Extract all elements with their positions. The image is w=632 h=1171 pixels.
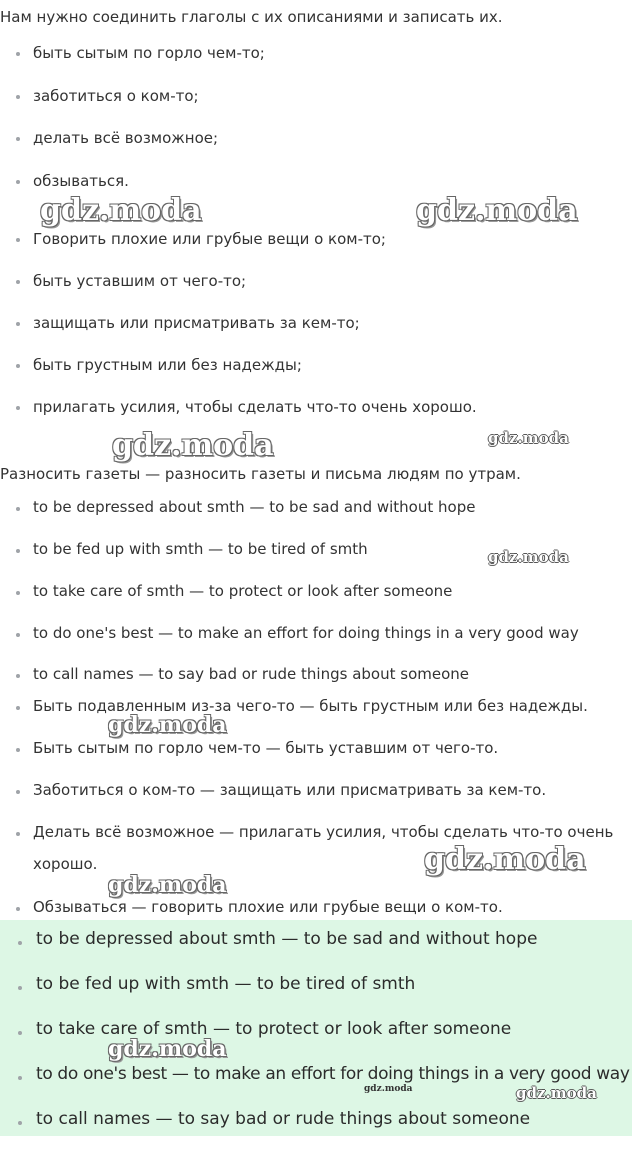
answer-item: to be fed up with smth — to be tired of smth <box>36 974 416 994</box>
answer-item: to do one's best — to make an effort for doing things in a very good way <box>36 1064 630 1084</box>
list-item: заботиться о ком-то; <box>33 87 199 105</box>
bullet <box>16 549 20 553</box>
intro-text: Нам нужно соединить глаголы с их описаниями и записать их. <box>0 8 503 26</box>
list-item: Делать всё возможное — прилагать усилия, чтобы сделать что-то очень <box>33 823 614 841</box>
list-item: Быть сытым по горло чем-то — быть уставшим от чего-то. <box>33 739 499 757</box>
list-item: Обзываться — говорить плохие или грубые вещи о ком-то. <box>33 898 503 916</box>
list-item: Заботиться о ком-то — защищать или присматривать за кем-то. <box>33 781 547 799</box>
list-item: Быть подавленным из-за чего-то — быть грустным или без надежды. <box>33 697 588 715</box>
watermark-logo: gdz.moda <box>108 1036 227 1062</box>
bullet <box>16 238 20 242</box>
bullet <box>16 137 20 141</box>
bullet <box>18 1031 22 1035</box>
list-item: to take care of smth — to protect or look after someone <box>33 582 453 600</box>
bullet <box>18 1121 22 1125</box>
bullet <box>16 633 20 637</box>
list-item: to be fed up with smth — to be tired of smth <box>33 540 368 558</box>
bullet <box>16 364 20 368</box>
bullet <box>16 507 20 511</box>
bullet <box>16 180 20 184</box>
list-item: Говорить плохие или грубые вещи о ком-то; <box>33 230 386 248</box>
bullet <box>18 941 22 945</box>
answer-item: to be depressed about smth — to be sad and without hope <box>36 929 538 949</box>
watermark-logo: gdz.moda <box>364 1084 413 1094</box>
bullet <box>16 406 20 410</box>
bullet <box>16 790 20 794</box>
watermark-logo: gdz.moda <box>424 842 586 877</box>
bullet <box>16 95 20 99</box>
bullet <box>16 52 20 56</box>
bullet <box>16 706 20 710</box>
list-item: делать всё возможное; <box>33 129 219 147</box>
watermark-logo: gdz.moda <box>488 548 569 566</box>
bullet <box>18 986 22 990</box>
watermark-logo: gdz.moda <box>416 193 578 228</box>
bullet <box>16 591 20 595</box>
list-item-continuation: хорошо. <box>33 855 98 873</box>
bullet <box>16 832 20 836</box>
list-item: защищать или присматривать за кем-то; <box>33 314 360 332</box>
watermark-logo: gdz.moda <box>108 872 227 898</box>
watermark-logo: gdz.moda <box>488 429 569 447</box>
list-item: быть сытым по горло чем-то; <box>33 44 265 62</box>
list-item: to be depressed about smth — to be sad and without hope <box>33 498 476 516</box>
list-item: to call names — to say bad or rude things about someone <box>33 665 470 683</box>
list-item: обзываться. <box>33 172 129 190</box>
bullet <box>16 322 20 326</box>
list-item: быть уставшим от чего-то; <box>33 272 247 290</box>
bullet <box>18 1076 22 1080</box>
answer-item: to take care of smth — to protect or look after someone <box>36 1019 512 1039</box>
list-item: прилагать усилия, чтобы сделать что-то очень хорошо. <box>33 398 477 416</box>
bullet <box>16 907 20 911</box>
bullet <box>16 280 20 284</box>
watermark-logo: gdz.moda <box>40 193 202 228</box>
list-item: to do one's best — to make an effort for doing things in a very good way <box>33 624 579 642</box>
watermark-logo: gdz.moda <box>112 428 274 463</box>
list-item: быть грустным или без надежды; <box>33 356 302 374</box>
bullet <box>16 674 20 678</box>
watermark-logo: gdz.moda <box>516 1084 597 1102</box>
bullet <box>16 748 20 752</box>
watermark-logo: gdz.moda <box>108 712 227 738</box>
example-text: Разносить газеты — разносить газеты и письма людям по утрам. <box>0 465 521 483</box>
answer-item: to call names — to say bad or rude things about someone <box>36 1109 531 1129</box>
